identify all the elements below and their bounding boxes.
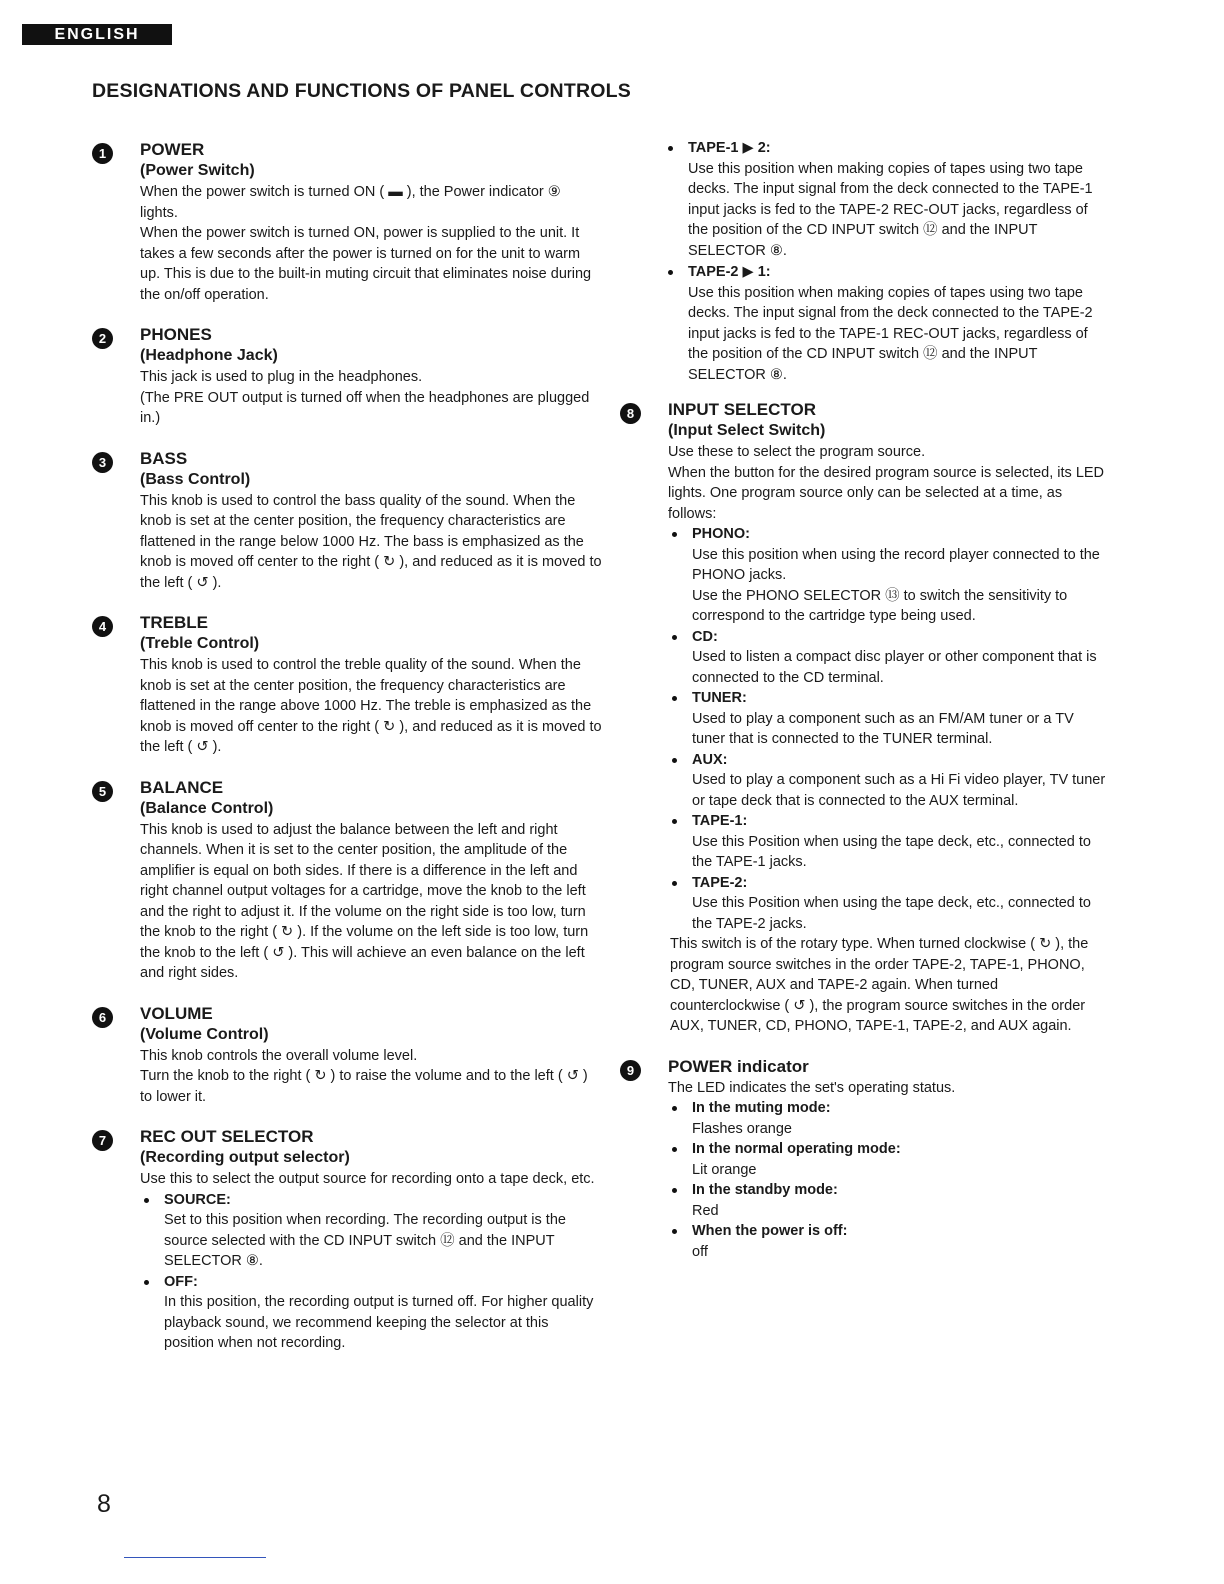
section-number: 3: [92, 452, 113, 473]
paragraph: When the button for the desired program source is selected, its LED lights. One program source only can be selected at a time, as follows:: [668, 464, 1105, 522]
bullet-label: PHONO:: [692, 526, 750, 542]
right-column: [620, 138, 1110, 1281]
list-item: [140, 1272, 602, 1354]
bullet-label: TAPE-2 ▶ 1:: [688, 264, 771, 280]
bullet-text: Use this position when making copies of tapes using two tape decks. The input signal from the deck connected to the TAPE-2 input jacks is fed to the TAPE-1 REC-OUT jacks, regardless of the position of the CD INPUT switch ⑫ and the INPUT SELECTOR ⑧.: [688, 284, 1093, 383]
section-title: BALANCE: [140, 777, 224, 797]
list-item: [668, 688, 1110, 750]
section-title: BASS: [140, 448, 188, 468]
section-number: 7: [92, 1130, 113, 1151]
section-title: REC OUT SELECTOR: [140, 1127, 314, 1146]
bullet-list: [140, 1190, 602, 1354]
list-item: [668, 873, 1110, 935]
bullet-label: AUX:: [692, 751, 728, 768]
bullet-text: Lit orange: [692, 1161, 757, 1178]
bullet-list: [668, 1098, 1110, 1262]
bullet-text: Used to play a component such as an FM/AM tuner or a TV tuner that is connected to the TUNER terminal.: [692, 710, 1074, 747]
section-power-indicator: [620, 1056, 1110, 1263]
bullet-list: [668, 524, 1110, 934]
section-volume: [92, 1003, 602, 1108]
page-number: 8: [97, 1490, 111, 1518]
section-number: 1: [92, 143, 113, 164]
bullet-text: Use the PHONO SELECTOR ⑬ to switch the sensitivity to correspond to the cartridge type being used.: [692, 587, 1068, 624]
section-title: POWER indicator: [668, 1056, 809, 1076]
bullet-text: Use this Position when using the tape deck, etc., connected to the TAPE-2 jacks.: [692, 895, 1091, 932]
bullet-text: Use this position when making copies of tapes using two tape decks. The input signal from the deck connected to the TAPE-1 input jacks is fed to the TAPE-2 REC-OUT jacks, regardless of the position of the CD INPUT switch ⑫ and the INPUT SELECTOR ⑧.: [688, 160, 1093, 259]
paragraph: This knob is used to control the bass quality of the sound. When the knob is set at the center position, the frequency characteristics are flattened in the range below 1000 Hz. The bass is emphasized as the knob is moved off center to the right ( ↻ ), and reduced as it is moved to the left ( ↺ ).: [140, 492, 602, 591]
bullet-label: TUNER:: [692, 690, 747, 706]
paragraph: When the power switch is turned ON, power is supplied to the unit. It takes a few seconds after the power is turned on for the unit to warm up. This is due to the built-in muting circuit that eliminates noise during the on/off operation.: [140, 225, 592, 303]
left-column: [92, 138, 602, 1373]
section-subtitle: (Headphone Jack): [140, 347, 278, 364]
section-input-selector: [620, 399, 1110, 1037]
bullet-text: Flashes orange: [692, 1120, 792, 1137]
bullet-label: In the normal operating mode:: [692, 1141, 901, 1157]
section-title: POWER: [140, 140, 205, 159]
section-subtitle: (Power Switch): [140, 162, 255, 179]
section-balance: [92, 777, 602, 984]
bullet-label: TAPE-1:: [692, 813, 748, 829]
list-item: [668, 524, 1110, 627]
section-number: 2: [92, 328, 113, 349]
bullet-label: TAPE-2:: [692, 874, 748, 891]
bullet-text: Use this Position when using the tape deck, etc., connected to the TAPE-1 jacks.: [692, 833, 1091, 870]
list-item: [664, 262, 1110, 385]
bullet-text: Used to listen a compact disc player or other component that is connected to the CD terminal.: [692, 649, 1097, 686]
section-title: TREBLE: [140, 613, 208, 632]
list-item: [668, 750, 1110, 812]
section-title: VOLUME: [140, 1003, 213, 1023]
bullet-label: OFF:: [164, 1273, 198, 1290]
bullet-text: Used to play a component such as a Hi Fi video player, TV tuner or tape deck that is connected to the AUX terminal.: [692, 772, 1106, 809]
paragraph: (The PRE OUT output is turned off when the headphones are plugged in.): [140, 389, 590, 426]
paragraph: Turn the knob to the right ( ↻ ) to raise the volume and to the left ( ↺ ) to lower it.: [140, 1068, 588, 1105]
paragraph: Use these to select the program source.: [668, 444, 926, 460]
list-item: [668, 1098, 1110, 1139]
list-item: [668, 1139, 1110, 1180]
bullet-text: off: [692, 1243, 708, 1260]
section-phones: [92, 324, 602, 429]
bullet-text: Set to this position when recording. The recording output is the source selected with the CD INPUT switch ⑫ and the INPUT SELECTOR ⑧.: [164, 1212, 566, 1269]
bullet-text: Red: [692, 1202, 719, 1219]
bullet-text: Use this position when using the record player connected to the PHONO jacks.: [692, 546, 1100, 583]
bullet-label: In the muting mode:: [692, 1100, 831, 1116]
bullet-label: CD:: [692, 628, 718, 645]
section-number: 4: [92, 616, 113, 637]
paragraph: This switch is of the rotary type. When turned clockwise ( ↻ ), the program source switches in the order TAPE-2, TAPE-1, PHONO, CD, TUNER, AUX and TAPE-2 again. When turned counterclockwise ( ↺ ), the program source switches in the order AUX, TUNER, CD, PHONO, TAPE-1, TAPE-2, and AUX again.: [670, 936, 1089, 1034]
list-item: [668, 627, 1110, 689]
paragraph: This knob controls the overall volume level.: [140, 1047, 418, 1064]
paragraph: This jack is used to plug in the headphones.: [140, 369, 423, 385]
paragraph: When the power switch is turned ON ( ▬ ), the Power indicator ⑨ lights.: [140, 184, 561, 221]
list-item: [664, 138, 1110, 261]
tape-copy-list: [620, 138, 1110, 385]
section-subtitle: (Balance Control): [140, 799, 274, 817]
bullet-label: SOURCE:: [164, 1191, 231, 1208]
section-subtitle: (Bass Control): [140, 470, 251, 488]
section-bass: [92, 448, 602, 594]
list-item: [668, 1180, 1110, 1221]
section-subtitle: (Volume Control): [140, 1025, 269, 1043]
bullet-label: When the power is off:: [692, 1223, 848, 1239]
paragraph: The LED indicates the set's operating status.: [668, 1079, 956, 1096]
section-treble: [92, 612, 602, 758]
paragraph: This knob is used to control the treble quality of the sound. When the knob is set at the center position, the frequency characteristics are flattened in the range above 1000 Hz. The treble is emphasized as the knob is moved off center to the right ( ↻ ), and reduced as it is moved to the left ( ↺ ).: [140, 657, 602, 755]
list-item: [668, 811, 1110, 873]
section-power: [92, 139, 602, 305]
paragraph: Use this to select the output source for recording onto a tape deck, etc.: [140, 1171, 595, 1187]
footer-rule: [124, 1557, 266, 1558]
section-subtitle: (Recording output selector): [140, 1149, 350, 1166]
section-title: PHONES: [140, 325, 212, 344]
bullet-label: TAPE-1 ▶ 2:: [688, 140, 771, 156]
section-number: 9: [620, 1060, 641, 1081]
section-subtitle: (Treble Control): [140, 635, 260, 652]
section-subtitle: (Input Select Switch): [668, 422, 826, 439]
section-title: INPUT SELECTOR: [668, 400, 816, 419]
section-number: 5: [92, 781, 113, 802]
page-title: DESIGNATIONS AND FUNCTIONS OF PANEL CONTROLS: [92, 80, 631, 102]
list-item: [668, 1221, 1110, 1262]
paragraph: This knob is used to adjust the balance between the left and right channels. When it is set to the center position, the amplitude of the amplifier is equal on both sides. If there is a difference in the left and right channel output voltages for a cartridge, move the knob to the left and the right to adjust it. If the volume on the right side is too low, turn the knob to the right ( ↻ ). If the volume on the left side is too low, turn the knob to the left ( ↺ ). This will achieve an even balance on the left and right sides.: [140, 821, 589, 981]
language-tab: ENGLISH: [22, 24, 172, 45]
section-rec-out-selector: [92, 1126, 602, 1354]
bullet-label: In the standby mode:: [692, 1182, 838, 1198]
list-item: [140, 1190, 602, 1272]
bullet-text: In this position, the recording output is turned off. For higher quality playback sound, we recommend keeping the selector at this position when not recording.: [164, 1294, 594, 1351]
section-number: 8: [620, 403, 641, 424]
section-number: 6: [92, 1007, 113, 1028]
